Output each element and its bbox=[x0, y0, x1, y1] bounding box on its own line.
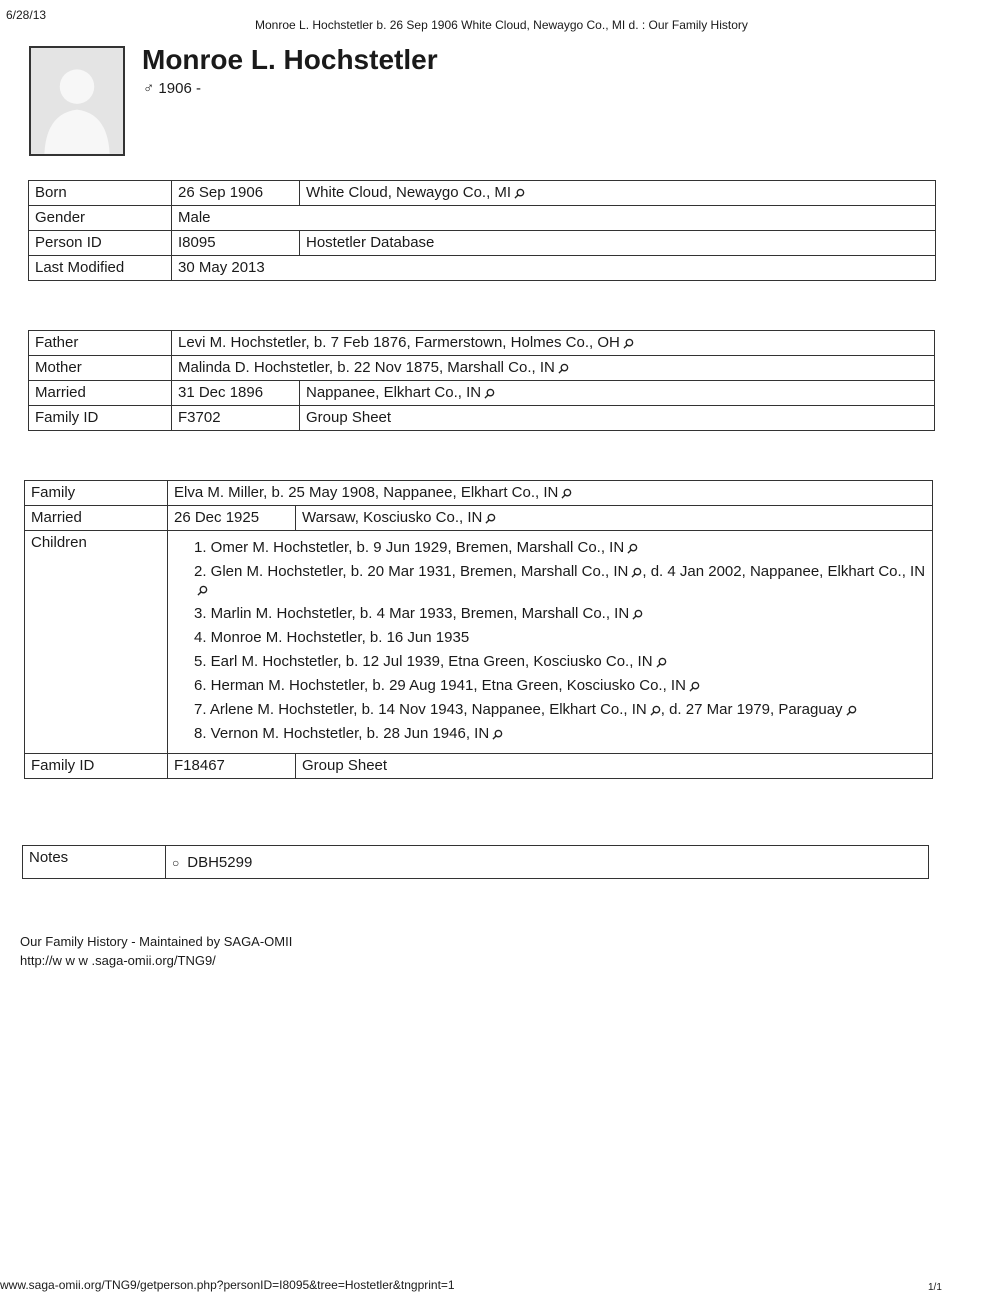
gender-label: Gender bbox=[29, 206, 172, 231]
spouse-link[interactable]: Elva M. Miller, b. 25 May 1908, Nappanee, Elkhart Co., IN bbox=[174, 484, 559, 501]
family-married-label: Married bbox=[25, 506, 168, 531]
child-link[interactable]: 1. Omer M. Hochstetler, b. 9 Jun 1929, Bremen, Marshall Co., IN bbox=[194, 539, 625, 556]
children-label: Children bbox=[25, 531, 168, 754]
table-row bbox=[25, 506, 933, 531]
print-date: 6/28/13 bbox=[6, 8, 47, 22]
spouse-cell bbox=[168, 481, 933, 506]
mother-label: Mother bbox=[29, 356, 172, 381]
table-row bbox=[29, 181, 936, 206]
parents-married-place-cell bbox=[300, 381, 935, 406]
parents-table bbox=[28, 330, 935, 431]
parents-married-label: Married bbox=[29, 381, 172, 406]
table-row bbox=[25, 754, 933, 779]
magnifier-icon[interactable] bbox=[656, 657, 667, 668]
notes-value: DBH5299 bbox=[187, 854, 253, 871]
list-item bbox=[194, 725, 926, 743]
parents-married-place[interactable]: Nappanee, Elkhart Co., IN bbox=[306, 384, 482, 401]
table-row bbox=[23, 846, 929, 879]
parents-family-id-label: Family ID bbox=[29, 406, 172, 431]
footer-maintainer: Our Family History - Maintained by SAGA-OMII bbox=[20, 934, 293, 949]
born-place[interactable]: White Cloud, Newaygo Co., MI bbox=[306, 184, 512, 201]
magnifier-icon[interactable] bbox=[485, 513, 496, 524]
parents-married-date: 31 Dec 1896 bbox=[172, 381, 300, 406]
born-place-cell bbox=[300, 181, 936, 206]
notes-label: Notes bbox=[23, 846, 166, 879]
page-header-title: Monroe L. Hochstetler b. 26 Sep 1906 White Cloud, Newaygo Co., MI d. : Our Family History bbox=[255, 18, 748, 32]
magnifier-icon[interactable] bbox=[627, 543, 638, 554]
last-modified-label: Last Modified bbox=[29, 256, 172, 281]
family-family-id-label: Family ID bbox=[25, 754, 168, 779]
table-row bbox=[29, 206, 936, 231]
print-url: www.saga-omii.org/TNG9/getperson.php?personID=I8095&tree=Hostetler&tngprint=1 bbox=[0, 1278, 455, 1292]
child-link[interactable]: 4. Monroe M. Hochstetler, b. 16 Jun 1935 bbox=[194, 629, 470, 646]
magnifier-icon[interactable] bbox=[484, 388, 495, 399]
male-symbol-icon: ♂ bbox=[143, 80, 155, 97]
magnifier-icon[interactable] bbox=[632, 609, 643, 620]
family-label: Family bbox=[25, 481, 168, 506]
bullet-icon: ○ bbox=[172, 856, 180, 870]
family-married-place-cell bbox=[296, 506, 933, 531]
last-modified-value: 30 May 2013 bbox=[172, 256, 936, 281]
person-photo-placeholder bbox=[29, 46, 125, 156]
list-item bbox=[194, 629, 926, 647]
person-years: 1906 - bbox=[158, 80, 201, 97]
person-id-label: Person ID bbox=[29, 231, 172, 256]
magnifier-icon[interactable] bbox=[631, 567, 642, 578]
table-row bbox=[29, 256, 936, 281]
gender-value: Male bbox=[172, 206, 936, 231]
magnifier-icon[interactable] bbox=[846, 705, 857, 716]
notes-table bbox=[22, 845, 929, 879]
info-table bbox=[28, 180, 936, 281]
mother-link[interactable]: Malinda D. Hochstetler, b. 22 Nov 1875, Marshall Co., IN bbox=[178, 359, 555, 376]
table-row bbox=[25, 531, 933, 754]
born-date: 26 Sep 1906 bbox=[172, 181, 300, 206]
child-link[interactable]: 7. Arlene M. Hochstetler, b. 14 Nov 1943, Nappanee, Elkhart Co., IN bbox=[194, 701, 647, 718]
database-name[interactable]: Hostetler Database bbox=[300, 231, 936, 256]
table-row bbox=[29, 231, 936, 256]
child-link[interactable]: 8. Vernon M. Hochstetler, b. 28 Jun 1946, IN bbox=[194, 725, 490, 742]
children-cell bbox=[168, 531, 933, 754]
child-link[interactable]: 6. Herman M. Hochstetler, b. 29 Aug 1941, Etna Green, Kosciusko Co., IN bbox=[194, 677, 686, 694]
children-list bbox=[174, 539, 926, 743]
table-row bbox=[29, 356, 935, 381]
father-link[interactable]: Levi M. Hochstetler, b. 7 Feb 1876, Farmerstown, Holmes Co., OH bbox=[178, 334, 620, 351]
child-link[interactable]: 5. Earl M. Hochstetler, b. 12 Jul 1939, Etna Green, Kosciusko Co., IN bbox=[194, 653, 653, 670]
list-item bbox=[194, 653, 926, 671]
table-row bbox=[29, 381, 935, 406]
family-family-id[interactable]: F18467 bbox=[168, 754, 296, 779]
magnifier-icon[interactable] bbox=[514, 188, 525, 199]
person-name: Monroe L. Hochstetler bbox=[142, 44, 438, 75]
child-death: , d. 27 Mar 1979, Paraguay bbox=[660, 701, 843, 718]
page-number: 1/1 bbox=[928, 1282, 942, 1293]
magnifier-icon[interactable] bbox=[650, 705, 661, 716]
mother-cell bbox=[172, 356, 935, 381]
silhouette-icon bbox=[31, 48, 123, 154]
table-row bbox=[29, 406, 935, 431]
father-label: Father bbox=[29, 331, 172, 356]
family-married-date: 26 Dec 1925 bbox=[168, 506, 296, 531]
magnifier-icon[interactable] bbox=[623, 338, 634, 349]
child-link[interactable]: 2. Glen M. Hochstetler, b. 20 Mar 1931, Bremen, Marshall Co., IN bbox=[194, 563, 629, 580]
magnifier-icon[interactable] bbox=[689, 681, 700, 692]
person-subtitle bbox=[143, 80, 201, 97]
family-married-place[interactable]: Warsaw, Kosciusko Co., IN bbox=[302, 509, 483, 526]
born-label: Born bbox=[29, 181, 172, 206]
list-item bbox=[194, 563, 926, 599]
list-item bbox=[194, 539, 926, 557]
footer-site-link[interactable]: http://w w w .saga-omii.org/TNG9/ bbox=[20, 953, 216, 968]
father-cell bbox=[172, 331, 935, 356]
magnifier-icon[interactable] bbox=[197, 585, 208, 596]
table-row bbox=[29, 331, 935, 356]
family-table bbox=[24, 480, 933, 779]
magnifier-icon[interactable] bbox=[558, 363, 569, 374]
list-item bbox=[194, 701, 926, 719]
family-group-sheet-link[interactable]: Group Sheet bbox=[296, 754, 933, 779]
notes-cell bbox=[166, 846, 929, 879]
parents-family-id[interactable]: F3702 bbox=[172, 406, 300, 431]
list-item bbox=[194, 605, 926, 623]
child-link[interactable]: 3. Marlin M. Hochstetler, b. 4 Mar 1933, Bremen, Marshall Co., IN bbox=[194, 605, 630, 622]
magnifier-icon[interactable] bbox=[492, 729, 503, 740]
table-row bbox=[25, 481, 933, 506]
magnifier-icon[interactable] bbox=[561, 488, 572, 499]
person-id-value: I8095 bbox=[172, 231, 300, 256]
parents-group-sheet-link[interactable]: Group Sheet bbox=[300, 406, 935, 431]
child-death: , d. 4 Jan 2002, Nappanee, Elkhart Co., IN bbox=[642, 563, 926, 580]
list-item bbox=[194, 677, 926, 695]
